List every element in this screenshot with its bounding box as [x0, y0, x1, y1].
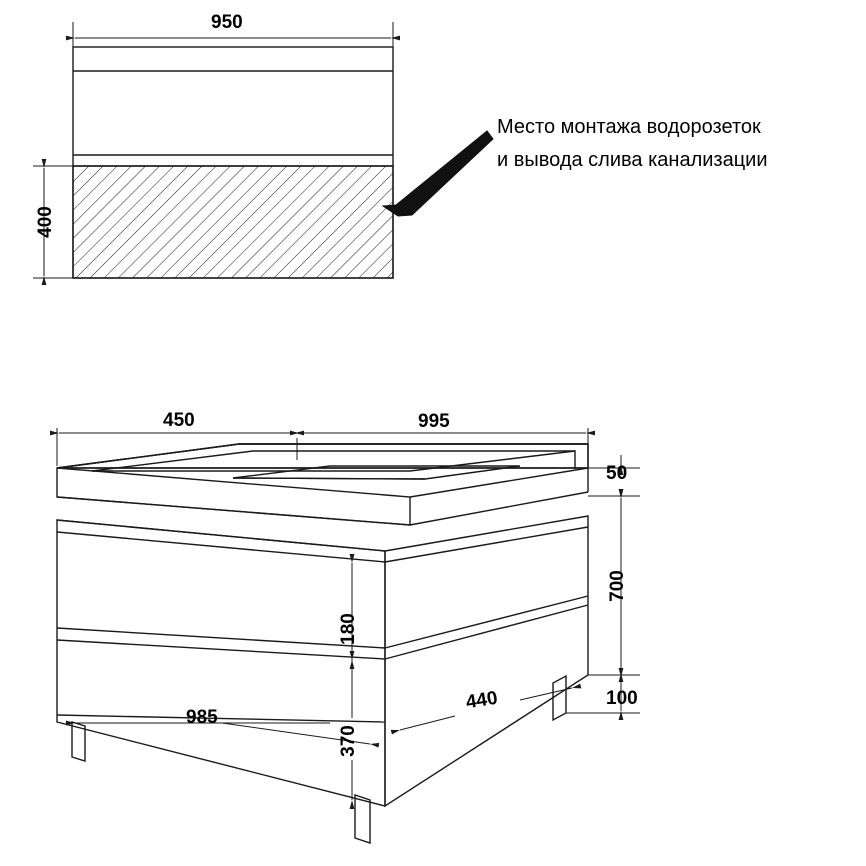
dim-line-440-a [400, 716, 455, 730]
dim-line-440-b [520, 688, 572, 700]
countertop-front-bottom-edge [57, 497, 410, 525]
annotation-line-2: и вывода слива канализации [497, 149, 768, 171]
dim-label-995: 995 [418, 411, 450, 432]
dim-label-370: 370 [337, 725, 359, 757]
dim-label-950: 950 [211, 12, 243, 33]
dim-label-985: 985 [186, 707, 218, 728]
drawer-divider-bottom [57, 640, 385, 659]
drawer-divider-top [57, 628, 385, 648]
cabinet-front-face [57, 520, 385, 806]
side-gap-line-1 [385, 527, 588, 562]
side-divider-bottom [385, 605, 588, 659]
dim-label-400: 400 [34, 206, 56, 238]
sink-bowl-front [233, 478, 425, 479]
iso-view-group [57, 444, 588, 843]
countertop-back-edges [57, 444, 588, 468]
dim-label-100: 100 [606, 688, 638, 709]
annotation-arrow [383, 131, 493, 216]
hatched-mount-zone [73, 166, 393, 278]
leg-back-right [553, 676, 566, 720]
countertop-top-face-outline [57, 444, 588, 468]
side-divider-top [385, 596, 588, 648]
countertop-right-top-edge [410, 468, 588, 497]
top-view-group [73, 47, 393, 278]
cabinet-side-face [385, 516, 588, 806]
dim-label-700: 700 [606, 570, 628, 602]
countertop-front-slab [57, 468, 410, 525]
dim-label-450: 450 [163, 410, 195, 431]
dim-label-50: 50 [606, 463, 628, 484]
dim-label-180: 180 [337, 613, 359, 645]
annotation-line-1: Место монтажа водорозеток [497, 116, 761, 138]
dim-label-440: 440 [464, 687, 500, 714]
drawer-bottom-line [57, 715, 385, 722]
